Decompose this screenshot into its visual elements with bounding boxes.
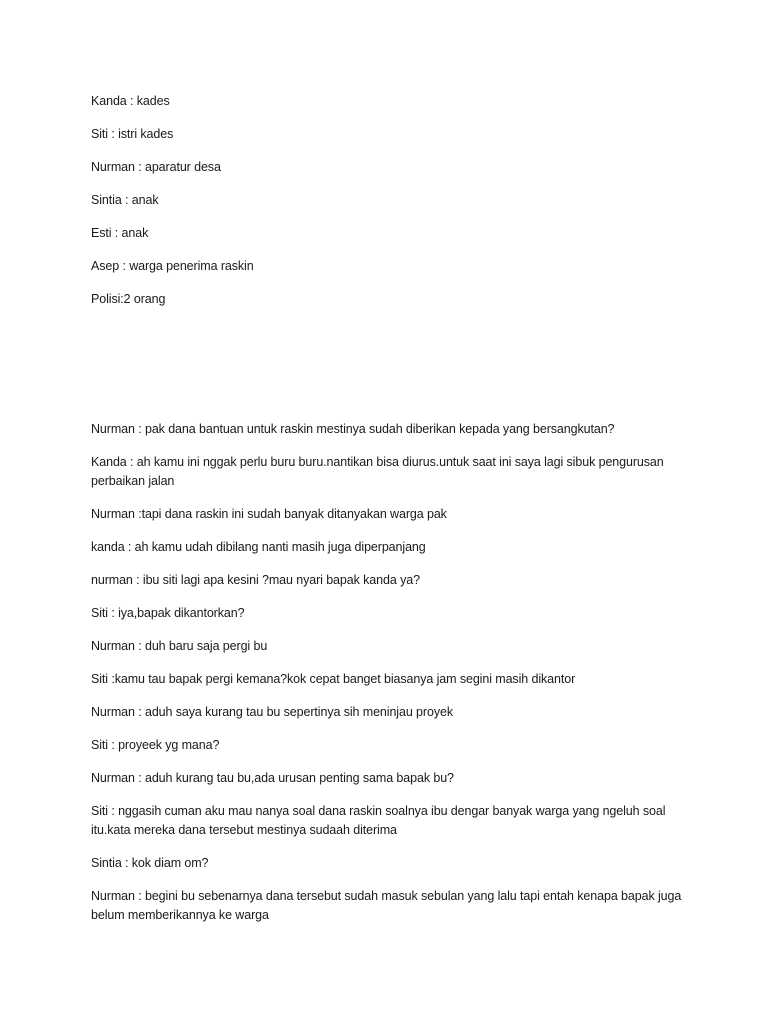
- cast-list: [91, 92, 691, 323]
- cast-item: Nurman : aparatur desa: [91, 160, 221, 174]
- cast-item: Esti : anak: [91, 226, 149, 240]
- dialogue-line: nurman : ibu siti lagi apa kesini ?mau nyari bapak kanda ya?: [91, 573, 420, 587]
- cast-item: Siti : istri kades: [91, 127, 174, 141]
- dialogue-line: Nurman : aduh kurang tau bu,ada urusan penting sama bapak bu?: [91, 771, 454, 785]
- dialogue-line: Siti : iya,bapak dikantorkan?: [91, 606, 245, 620]
- dialogue-line: Kanda : ah kamu ini nggak perlu buru buru.nantikan bisa diurus.untuk saat ini saya lagi sibuk pengurusan perbaikan jalan: [91, 455, 664, 488]
- dialogue-line: Nurman :tapi dana raskin ini sudah banyak ditanyakan warga pak: [91, 507, 447, 521]
- cast-item: Polisi:2 orang: [91, 292, 166, 306]
- dialogue-line: Siti : nggasih cuman aku mau nanya soal dana raskin soalnya ibu dengar banyak warga yang ngeluh soal itu.kata mereka dana tersebut mestinya sudaah diterima: [91, 804, 666, 837]
- cast-item: Asep : warga penerima raskin: [91, 259, 254, 273]
- dialogue-line: Nurman : begini bu sebenarnya dana tersebut sudah masuk sebulan yang lalu tapi entah kenapa bapak juga belum memberikannya ke warga: [91, 889, 682, 922]
- dialogue-line: kanda : ah kamu udah dibilang nanti masih juga diperpanjang: [91, 540, 426, 554]
- dialogue-line: Siti : proyeek yg mana?: [91, 738, 220, 752]
- dialogue-section: [91, 420, 691, 939]
- dialogue-line: Nurman : aduh saya kurang tau bu sepertinya sih meninjau proyek: [91, 705, 453, 719]
- dialogue-line: Nurman : pak dana bantuan untuk raskin mestinya sudah diberikan kepada yang bersangkutan?: [91, 422, 615, 436]
- cast-item: Sintia : anak: [91, 193, 159, 207]
- dialogue-line: Sintia : kok diam om?: [91, 856, 209, 870]
- cast-item: Kanda : kades: [91, 94, 170, 108]
- dialogue-line: Siti :kamu tau bapak pergi kemana?kok cepat banget biasanya jam segini masih dikantor: [91, 672, 576, 686]
- dialogue-line: Nurman : duh baru saja pergi bu: [91, 639, 268, 653]
